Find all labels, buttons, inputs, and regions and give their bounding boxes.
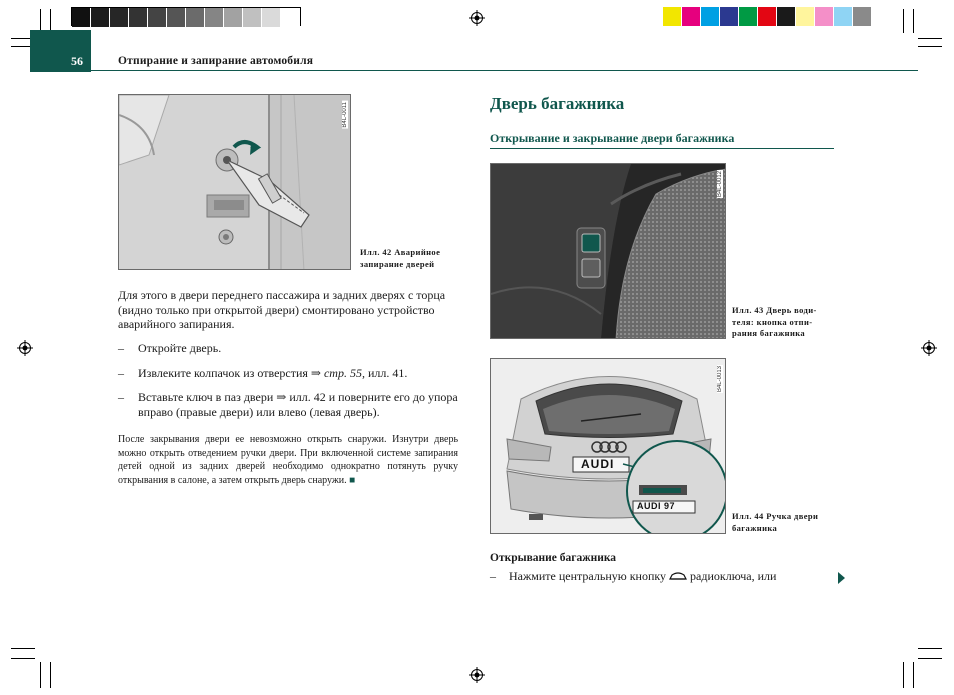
color-swatch — [663, 7, 682, 26]
subsection-rule — [490, 148, 834, 149]
color-swatch — [720, 7, 739, 26]
color-swatch — [834, 7, 853, 26]
running-header: Отпирание и запирание автомобиля — [118, 55, 314, 67]
crop-mark — [913, 9, 914, 33]
license-plate: AUDI — [581, 457, 615, 471]
color-swatch — [91, 8, 110, 27]
section-title: Дверь багажника — [490, 94, 625, 113]
list-item: – Извлеките колпачок из отверстия ⇒ стр. 55, илл. 41. — [118, 366, 408, 380]
color-swatch — [243, 8, 262, 27]
header-rule — [91, 70, 918, 71]
color-swatch — [281, 8, 300, 27]
list-item: – Откройте дверь. — [118, 341, 222, 355]
color-swatch — [129, 8, 148, 27]
intro-paragraph: Для этого в двери переднего пассажира и задних дверях с торца (видно только при открытой двери) смонтировано устройство аварийного запирания. — [118, 288, 446, 331]
crop-mark — [918, 38, 942, 39]
crop-mark — [11, 658, 35, 659]
color-swatch — [262, 8, 281, 27]
color-swatch — [796, 7, 815, 26]
end-marker: ■ — [349, 474, 356, 486]
driver-door-illustration — [491, 164, 726, 339]
color-bar — [663, 7, 872, 26]
figure-42-door-lock — [118, 94, 351, 270]
crop-mark — [40, 662, 41, 688]
opening-title: Открывание багажника — [490, 552, 617, 564]
color-swatch — [72, 8, 91, 27]
crop-mark — [918, 648, 942, 649]
car-rear-illustration — [491, 359, 726, 534]
figure-44-tailgate-handle — [490, 358, 726, 534]
crop-mark — [918, 46, 942, 47]
registration-mark-icon — [469, 667, 485, 683]
figure-43-caption: Илл. 43 Дверь води- теля: кнопка отпи- рания багажника — [732, 305, 817, 338]
color-swatch — [224, 8, 243, 27]
figure-code: B4L-0012 — [717, 171, 723, 198]
list-item: – Вставьте ключ в паз двери ⇒ илл. 42 и поверните его до упора вправо (правые двери) или влево (левая дверь). — [118, 390, 458, 419]
figure-42-caption: Илл. 42 Аварийное запирание дверей — [360, 247, 441, 269]
figure-44-caption: Илл. 44 Ручка двери багажника — [732, 511, 819, 533]
continue-arrow-icon — [838, 572, 845, 584]
color-swatch — [739, 7, 758, 26]
color-swatch — [758, 7, 777, 26]
page-reference-link[interactable]: стр. 55, — [323, 366, 365, 380]
crop-mark — [918, 658, 942, 659]
crop-mark — [903, 9, 904, 33]
color-swatch — [167, 8, 186, 27]
registration-mark-icon — [17, 340, 33, 356]
subsection-title: Открывание и закрывание двери багажника — [490, 131, 735, 145]
color-swatch — [701, 7, 720, 26]
color-swatch — [777, 7, 796, 26]
color-swatch — [148, 8, 167, 27]
license-plate-zoom: AUDI 97 — [637, 501, 676, 511]
crop-mark — [913, 662, 914, 688]
page-number: 56 — [71, 54, 83, 68]
color-swatch — [815, 7, 834, 26]
registration-mark-icon — [469, 10, 485, 26]
grayscale-bar — [71, 7, 301, 26]
color-swatch — [682, 7, 701, 26]
figure-code: B4L-0011 — [342, 102, 348, 128]
crop-mark — [11, 648, 35, 649]
opening-instruction: – Нажмите центральную кнопку радиоключа, или — [490, 569, 777, 583]
figure-code: B4L-0013 — [717, 366, 723, 393]
crop-mark — [50, 662, 51, 688]
registration-mark-icon — [921, 340, 937, 356]
door-lock-illustration — [119, 95, 351, 270]
figure-43-door-button — [490, 163, 726, 339]
note-paragraph: После закрывания двери ее невозможно открыть снаружи. Изнутри дверь можно открыть отведением ручки двери. При включенной системе запирания детей одной из задних дверей необходимо однократно потянуть ручку открывания в салоне, а затем открыть дверь снаружи. ■ — [118, 434, 458, 486]
color-swatch — [205, 8, 224, 27]
car-open-icon — [669, 571, 687, 581]
color-swatch — [853, 7, 872, 26]
color-swatch — [110, 8, 129, 27]
color-swatch — [186, 8, 205, 27]
crop-mark — [903, 662, 904, 688]
